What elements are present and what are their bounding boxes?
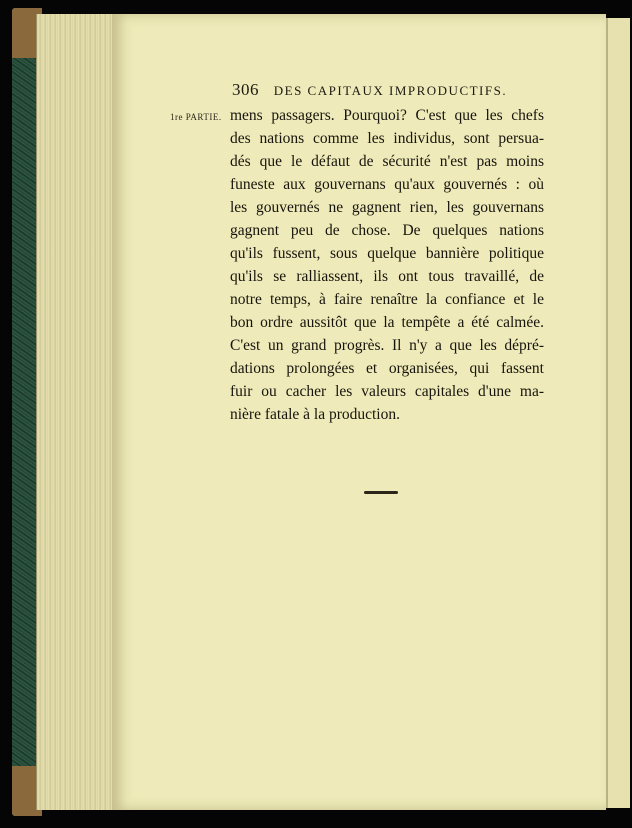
text-line: dés que le défaut de sécurité n'est pas moins bbox=[230, 153, 544, 170]
text-line: notre temps, à faire renaître la confiance et le bbox=[230, 291, 544, 308]
bleed-through-ornament bbox=[364, 491, 398, 494]
text-line: dations prolongées et organisées, qui fassent bbox=[230, 360, 544, 377]
running-title: DES CAPITAUX IMPRODUCTIFS. bbox=[273, 83, 508, 98]
body-text bbox=[230, 104, 544, 426]
text-line: bon ordre aussitôt que la tempête a été calmée. bbox=[230, 314, 544, 331]
page-edges bbox=[36, 14, 117, 810]
text-line: mens passagers. Pourquoi? C'est que les chefs bbox=[230, 107, 544, 124]
margin-part-label: 1re PARTIE. bbox=[170, 112, 222, 122]
text-line: qu'ils se ralliassent, ils ont tous travaillé, de bbox=[230, 268, 544, 285]
running-header bbox=[232, 80, 532, 100]
text-line: fuir ou cacher les valeurs capitales d'une ma- bbox=[230, 383, 544, 400]
page-number: 306 bbox=[232, 80, 259, 99]
facing-page-edge bbox=[606, 18, 630, 808]
text-line: funeste aux gouvernans qu'aux gouvernés : où bbox=[230, 176, 544, 193]
text-line: qu'ils fussent, sous quelque bannière politique bbox=[230, 245, 544, 262]
text-line: gagnent peu de chose. De quelques nations bbox=[230, 222, 544, 239]
text-line: les gouvernés ne gagnent rien, les gouvernans bbox=[230, 199, 544, 216]
text-line: nière fatale à la production. bbox=[230, 406, 400, 423]
marbled-cover-board bbox=[12, 8, 38, 816]
text-line: C'est un grand progrès. Il n'y a que les dépré- bbox=[230, 337, 544, 354]
text-line: des nations comme les individus, sont persua- bbox=[230, 130, 544, 147]
